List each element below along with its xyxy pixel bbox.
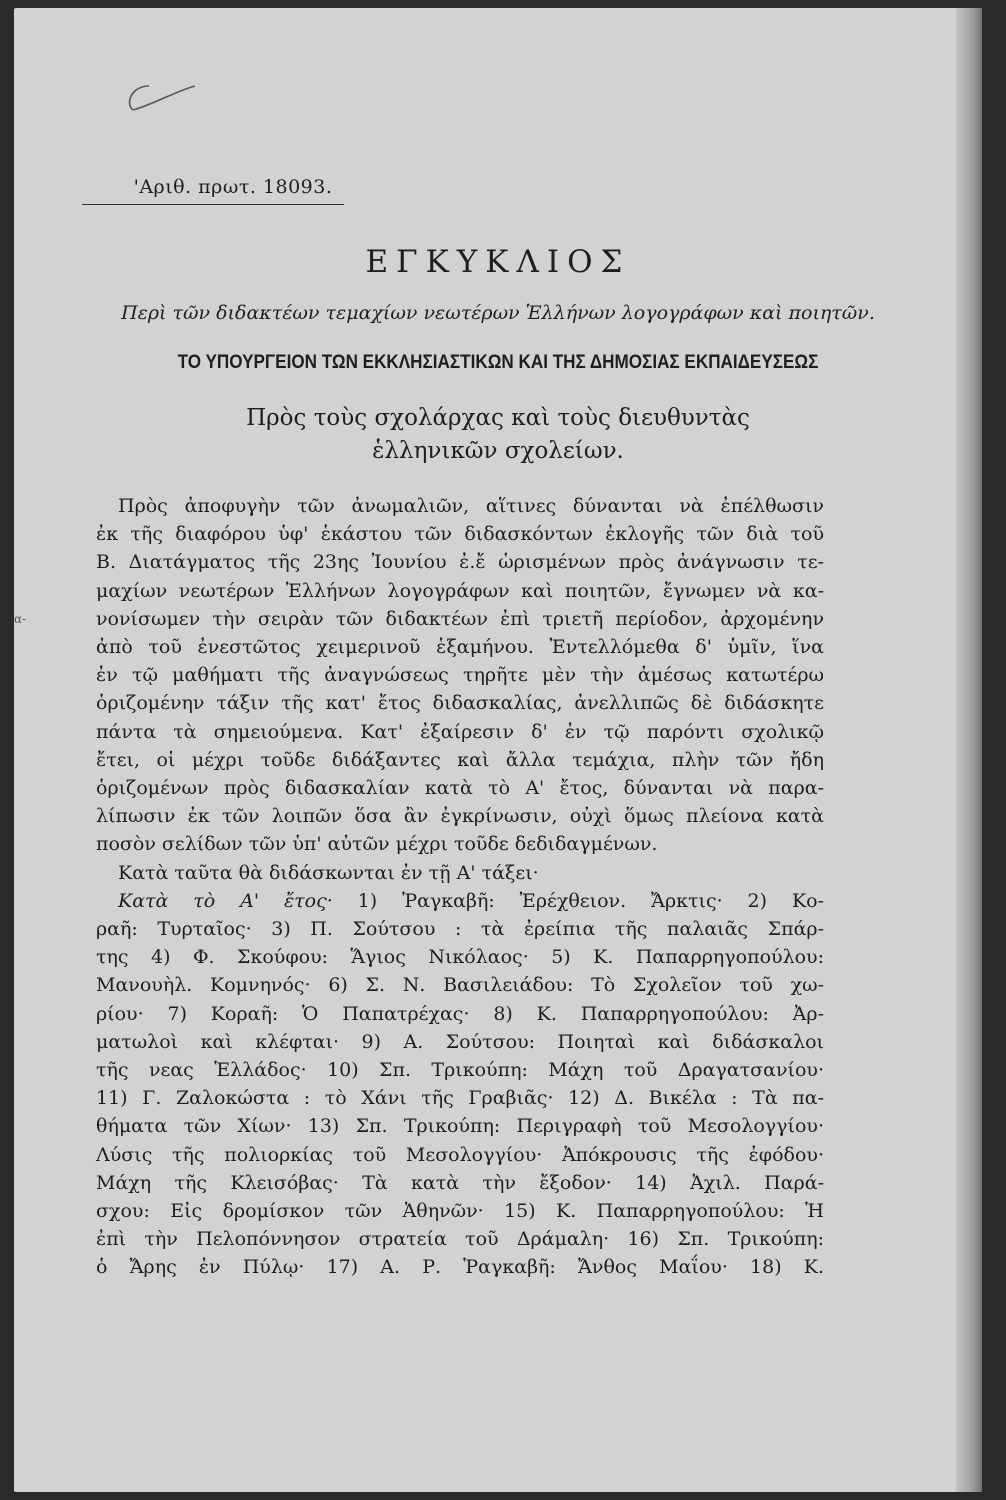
addressee-line: Πρὸς τοὺς σχολάρχας καὶ τοὺς διευθυντὰς (246, 405, 750, 431)
list-line: ρίου· 7) Κοραῆ: Ὁ Παπατρέχας· 8) Κ. Παπαρρηγοπούλου: Ἀρ- (96, 1002, 824, 1025)
ministry-heading: ΤΟ ΥΠΟΥΡΓΕΙΟΝ ΤΩΝ ΕΚΚΛΗΣΙΑΣΤΙΚΩΝ ΚΑΙ ΤΗΣ ΔΗΜΟΣΙΑΣ ΕΚΠΑΙΔΕΥΣΕΩΣ (177, 352, 819, 373)
list-line: 11) Γ. Ζαλοκώστα : τὸ Χάνι τῆς Γραβιᾶς· 12) Δ. Βικέλα : Τὰ πα- (96, 1087, 824, 1110)
protocol-number: 'Αριθ. πρωτ. 18093. (133, 176, 333, 198)
text-line: ἐκ τῆς διαφόρου ὑφ' ἑκάστου τῶν διδασκόντων ἐκλογῆς τῶν διὰ τοῦ (96, 523, 824, 546)
list-line: ὁ Ἄρης ἐν Πύλῳ· 17) Α. Ρ. Ῥαγκαβῆ: Ἄνθος Μαΐου· 18) Κ. (96, 1256, 824, 1279)
text-line: λίπωσιν ἐκ τῶν λοιπῶν ὅσα ἂν ἐγκρίνωσιν, οὐχὶ ὅμως πλείονα κατὰ (96, 805, 824, 828)
list-line: τῆς νεας Ἑλλάδος· 10) Σπ. Τρικούπη: Μάχη τοῦ Δραγατσανίου· (96, 1059, 824, 1082)
list-line: Μανουὴλ. Κομνηνός· 6) Σ. Ν. Βασιλειάδου: Τὸ Σχολεῖον τοῦ χω- (96, 974, 824, 997)
reference-block (82, 176, 344, 205)
paragraph-opening (96, 492, 824, 859)
text-line: νονίσωμεν τὴν σειρὰν τῶν διδακτέων ἐπὶ τριετῆ περίοδον, ἀρχομένην (96, 607, 824, 630)
page-edge (956, 8, 982, 1492)
text-line: πάντα τὰ σημειούμενα. Κατ' ἐξαίρεσιν δ' ἐν τῷ παρόντι σχολικῷ (96, 720, 824, 743)
text-line: ὁριζομένων πρὸς διδασκαλίαν κατὰ τὸ Α' ἔτος, δύνανται νὰ παρα- (96, 777, 824, 800)
list-line: ραῆ: Τυρταῖος· 3) Π. Σούτσου : τὰ ἐρείπια τῆς παλαιᾶς Σπάρ- (96, 918, 824, 941)
list-line: ἐπὶ τὴν Πελοπόννησον στρατεία τοῦ Δράμαλη· 16) Σπ. Τρικούπη: (96, 1228, 824, 1251)
list-line (96, 887, 824, 915)
document-page (14, 8, 982, 1492)
reading-list (96, 887, 824, 1282)
margin-note: α- (14, 612, 27, 626)
list-line: θήματα τῶν Χίων· 13) Σπ. Τρικούπη: Περιγραφὴ τοῦ Μεσολογγίου· (96, 1115, 824, 1138)
list-line: Λύσις τῆς πολιορκίας τοῦ Μεσολογγίου· Ἀπόκρουσις τῆς ἐφόδου· (96, 1143, 824, 1166)
paragraph-intro: Κατὰ ταῦτα θὰ διδάσκωνται ἐν τῇ Α' τάξει· (118, 861, 539, 884)
text-line: ποσὸν σελίδων τῶν ὑπ' αὐτῶν μέχρι τοῦδε δεδιδαγμένων. (96, 833, 658, 856)
text-line: Β. Διατάγματος τῆς 23ης Ἰουνίου ἐ.ἔ ὡρισμένων πρὸς ἀνάγνωσιν τε- (96, 551, 824, 574)
list-line-text: 1) Ῥαγκαβῆ: Ἐρέχθειον. Ἄρκτις· 2) Κο- (332, 889, 824, 912)
text-line: ὁριζομένην τάξιν τῆς κατ' ἔτος διδασκαλίας, ἀνελλιπῶς δὲ διδάσκητε (96, 692, 824, 715)
body-text (96, 492, 824, 1282)
document-subtitle: Περὶ τῶν διδακτέων τεμαχίων νεωτέρων Ἑλλήνων λογογράφων καὶ ποιητῶν. (121, 302, 875, 324)
addressee (14, 402, 982, 468)
text-line: Πρὸς ἀποφυγὴν τῶν ἀνωμαλιῶν, αἵτινες δύνανται νὰ ἐπέλθωσιν (118, 495, 824, 517)
document-title: ΕΓΚΥΚΛΙΟΣ (365, 244, 631, 280)
list-line: σχου: Εἰς δρομίσκον τῶν Ἀθηνῶν· 15) Κ. Παπαρρηγοπούλου: Ἡ (96, 1200, 824, 1223)
list-line: ματωλοὶ καὶ κλέφται· 9) Α. Σούτσου: Ποιηταὶ καὶ διδάσκαλοι (96, 1030, 824, 1053)
reference-rule (82, 204, 344, 205)
list-line: Μάχη τῆς Κλεισόβας· Τὰ κατὰ τὴν ἔξοδον· 14) Ἀχιλ. Παρά- (96, 1171, 824, 1194)
pencil-mark-icon (119, 80, 199, 114)
text-line: ἐν τῷ μαθήματι τῆς ἀναγνώσεως τηρῆτε μὲν τὴν ἀμέσως κατωτέρω (96, 664, 824, 687)
text-line: μαχίων νεωτέρων Ἑλλήνων λογογράφων καὶ ποιητῶν, ἔγνωμεν νὰ κα- (96, 579, 824, 602)
list-year-heading: Κατὰ τὸ Α' ἔτος· (118, 889, 333, 912)
text-line: ἀπὸ τοῦ ἐνεστῶτος χειμερινοῦ ἑξαμήνου. Ἐντελλόμεθα δ' ὑμῖν, ἵνα (96, 636, 824, 659)
addressee-line: ἑλληνικῶν σχολείων. (372, 438, 624, 464)
text-line: ἔτει, οἱ μέχρι τοῦδε διδάξαντες καὶ ἄλλα τεμάχια, πλὴν τῶν ἤδη (96, 748, 824, 771)
list-line: της 4) Φ. Σκούφου: Ἅγιος Νικόλαος· 5) Κ. Παπαρρηγοπούλου: (96, 946, 824, 969)
